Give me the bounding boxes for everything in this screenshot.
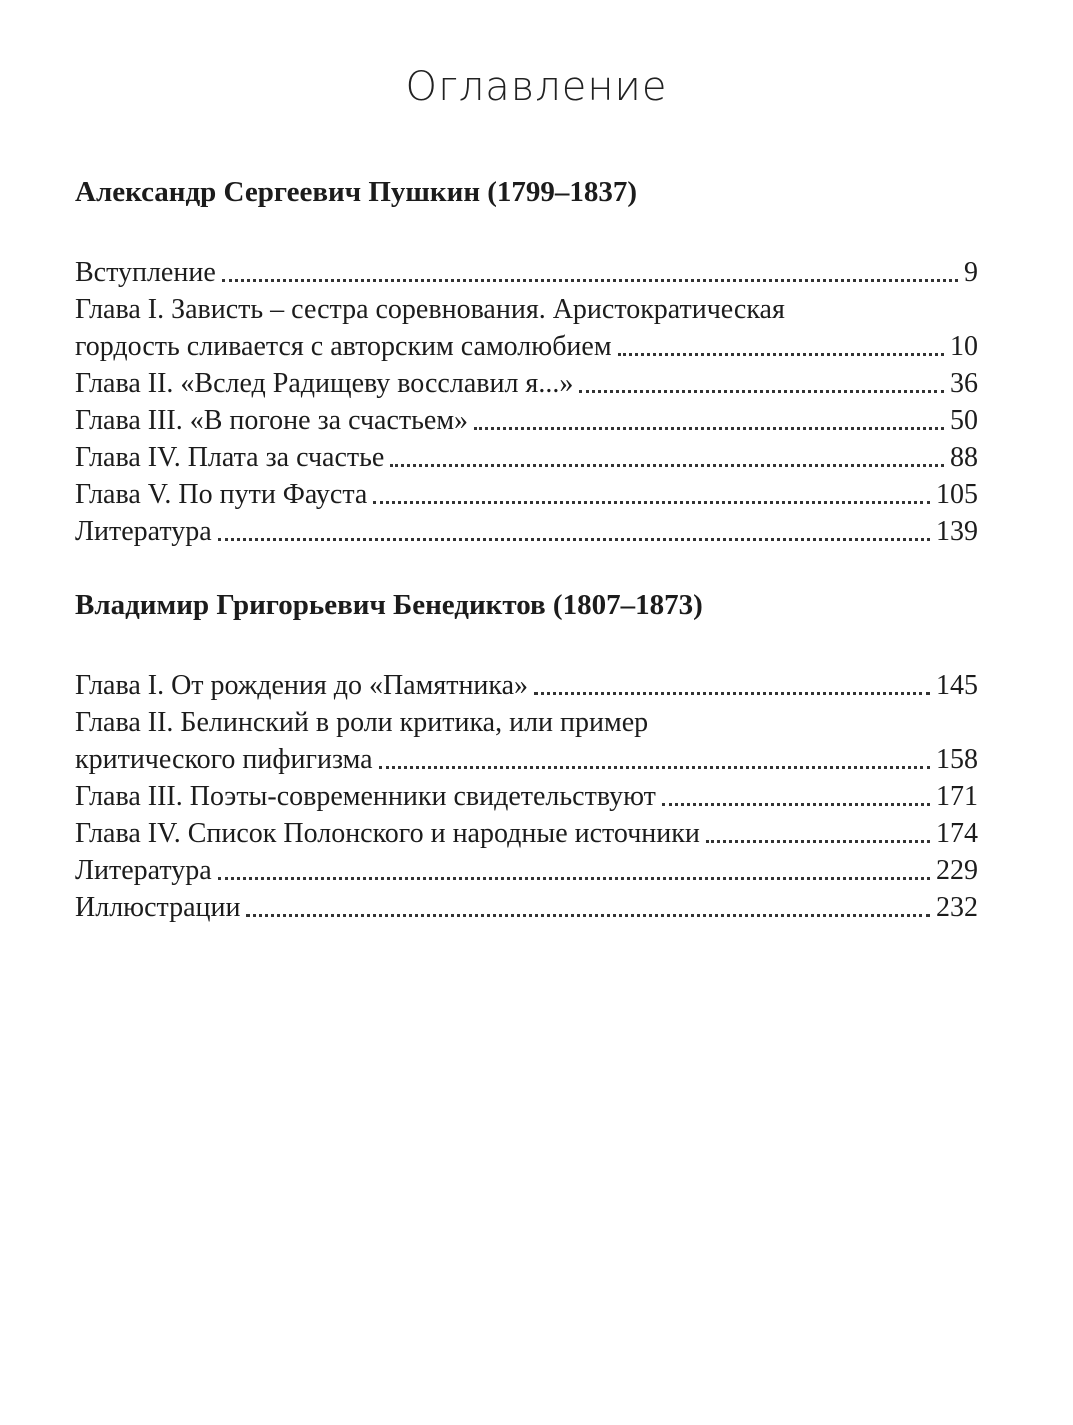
entry-page-number: 105 [936, 479, 978, 510]
entry-page-number: 88 [950, 442, 978, 473]
entry-title: Глава I. От рождения до «Памятника» [75, 670, 529, 701]
toc-entry[interactable] [75, 778, 978, 815]
entry-title: Иллюстрации [75, 892, 241, 923]
entry-page-number: 139 [936, 516, 978, 547]
section-heading: Владимир Григорьевич Бенедиктов (1807–1873) [75, 589, 703, 621]
toc-entry[interactable] [75, 291, 978, 365]
entry-title: Глава III. Поэты-современники свидетельствуют [75, 781, 656, 812]
entry-title-line-1: Глава II. Белинский в роли критика, или пример [75, 707, 649, 738]
entry-page-number: 171 [936, 781, 978, 812]
entry-title-line-2: гордость сливается с авторским самолюбием [75, 331, 612, 362]
entry-title-line-1: Глава I. Зависть – сестра соревнования. Аристократическая [75, 294, 785, 325]
entry-title: Глава V. По пути Фауста [75, 479, 368, 510]
toc-entry[interactable] [75, 889, 978, 926]
toc-entry[interactable] [75, 852, 978, 889]
entry-page-number: 174 [936, 818, 978, 849]
section-heading: Александр Сергеевич Пушкин (1799–1837) [75, 176, 638, 208]
entry-title: Литература [75, 855, 212, 886]
entry-title: Глава II. «Вслед Радищеву восславил я...» [75, 368, 574, 399]
toc-entry[interactable] [75, 365, 978, 402]
entry-title: Литература [75, 516, 212, 547]
entry-page-number: 9 [964, 257, 978, 288]
entry-title: Глава IV. Плата за счастье [75, 442, 385, 473]
dot-leader [218, 877, 930, 880]
dot-leader [706, 840, 930, 843]
toc-entry[interactable] [75, 254, 978, 291]
entry-page-number: 232 [936, 892, 978, 923]
entry-page-number: 50 [950, 405, 978, 436]
entry-page-number: 36 [950, 368, 978, 399]
dot-leader [662, 803, 930, 806]
dot-leader [579, 390, 944, 393]
toc-section-pushkin [75, 172, 978, 550]
toc-entry[interactable] [75, 476, 978, 513]
entry-title: Глава IV. Список Полонского и народные источники [75, 818, 700, 849]
toc-entry[interactable] [75, 439, 978, 476]
dot-leader [390, 464, 944, 467]
dot-leader [218, 538, 930, 541]
entry-page-number: 10 [950, 331, 978, 362]
dot-leader [534, 692, 930, 695]
toc-entry[interactable] [75, 402, 978, 439]
toc-title: Оглавление [405, 64, 668, 110]
dot-leader [379, 766, 930, 769]
entry-title-line-2: критического пифигизма [75, 744, 373, 775]
toc-entry[interactable] [75, 667, 978, 704]
entry-title: Вступление [75, 257, 216, 288]
dot-leader [222, 279, 958, 282]
toc-entry[interactable] [75, 704, 978, 778]
dot-leader [618, 353, 944, 356]
toc-entry[interactable] [75, 513, 978, 550]
dot-leader [373, 501, 930, 504]
entry-page-number: 229 [936, 855, 978, 886]
toc-section-benediktov [75, 585, 978, 926]
entry-page-number: 158 [936, 744, 978, 775]
entry-title: Глава III. «В погоне за счастьем» [75, 405, 469, 436]
dot-leader [246, 914, 930, 917]
toc-entry[interactable] [75, 815, 978, 852]
dot-leader [474, 427, 944, 430]
entry-page-number: 145 [936, 670, 978, 701]
